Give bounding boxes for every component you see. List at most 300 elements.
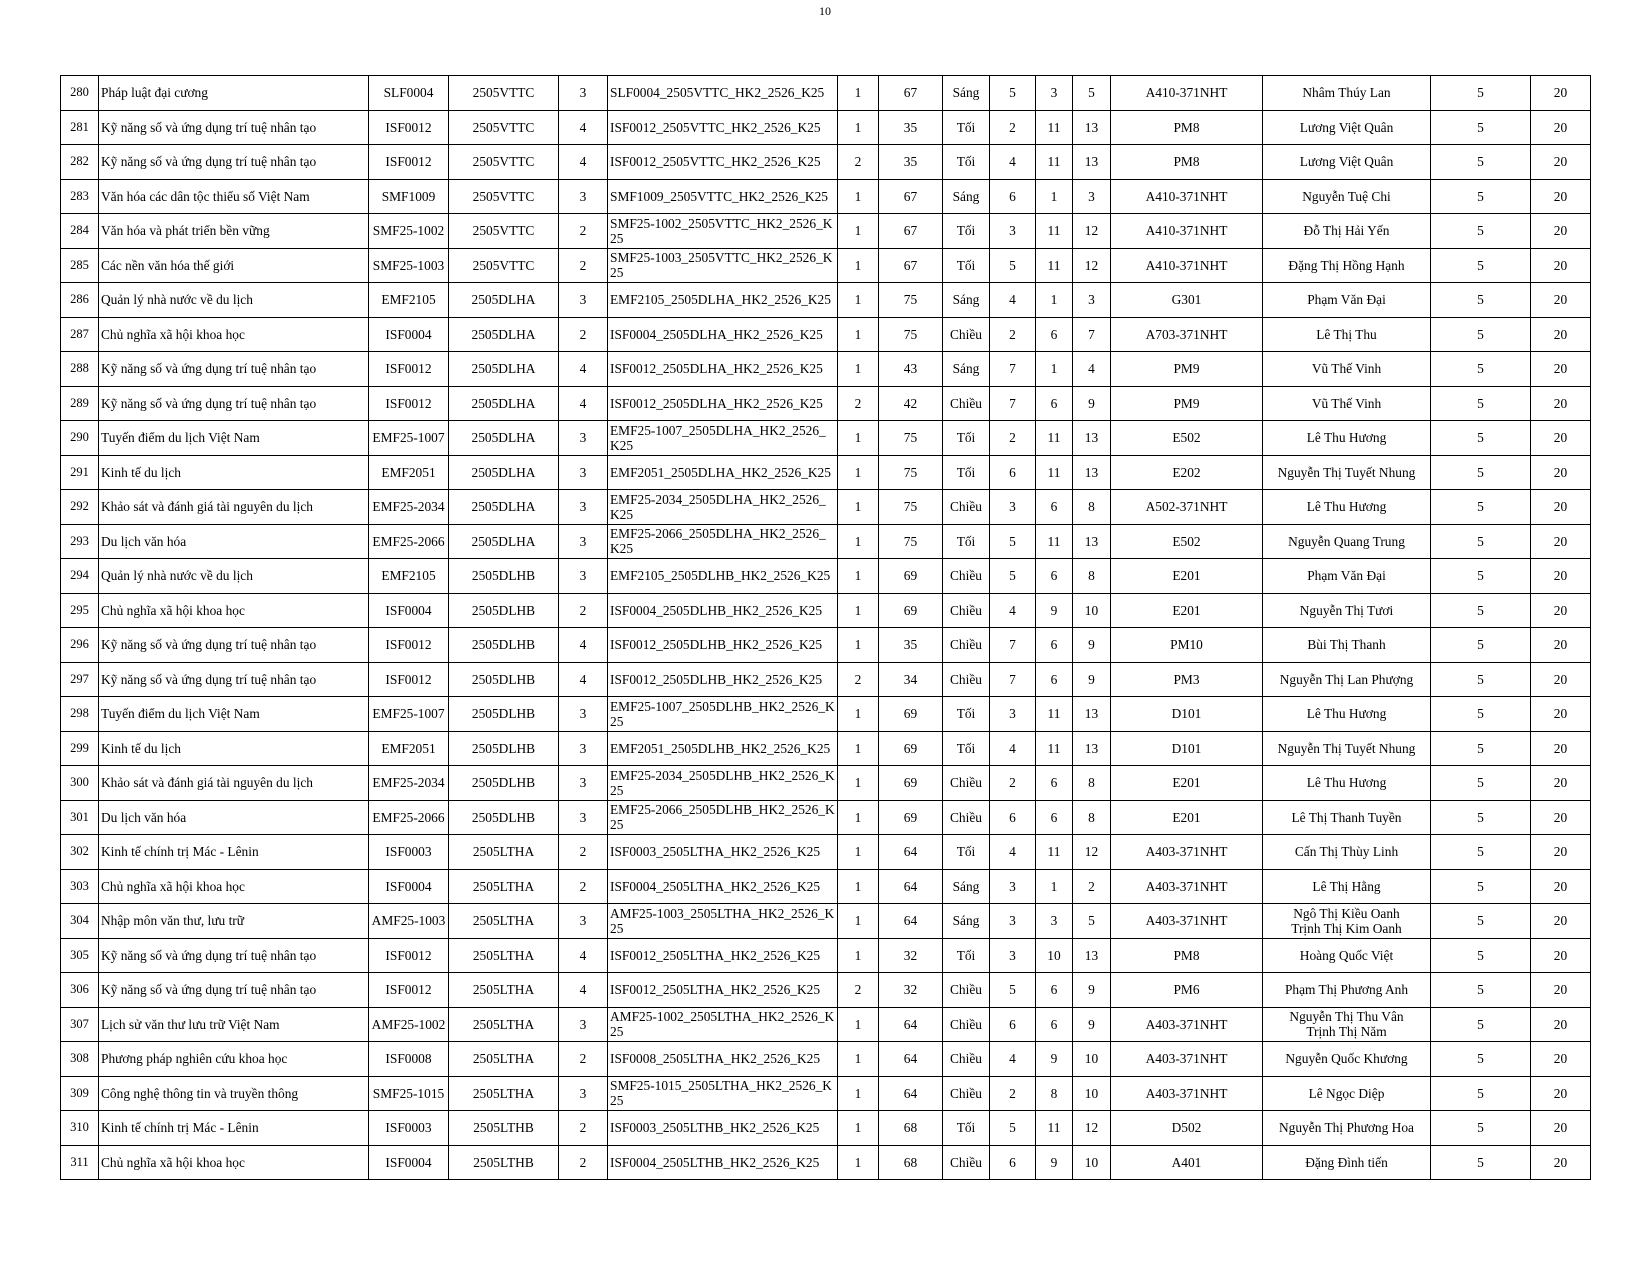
section-cell: 1: [838, 835, 879, 870]
course-name-cell: Lịch sử văn thư lưu trữ Việt Nam: [99, 1007, 369, 1042]
period-start-cell: 11: [1036, 1111, 1073, 1146]
class-code-cell: ISF0012_2505LTHA_HK2_2526_K25: [608, 973, 838, 1008]
schedule-body: [61, 76, 1591, 1180]
class-code-cell: AMF25-1002_2505LTHA_HK2_2526_K25: [608, 1007, 838, 1042]
period-end-cell: 9: [1073, 1007, 1111, 1042]
class-group-cell: 2505DLHB: [449, 766, 559, 801]
period-end-cell: 2: [1073, 869, 1111, 904]
course-name-cell: Kinh tế chính trị Mác - Lênin: [99, 835, 369, 870]
row-number-cell: 299: [61, 731, 99, 766]
session-cell: Chiều: [943, 1145, 990, 1180]
course-name-cell: Kinh tế du lịch: [99, 731, 369, 766]
period-end-cell: 13: [1073, 421, 1111, 456]
period-start-cell: 9: [1036, 1042, 1073, 1077]
room-cell: PM3: [1111, 662, 1263, 697]
class-code-cell: ISF0012_2505DLHA_HK2_2526_K25: [608, 352, 838, 387]
student-count-cell: 35: [879, 145, 943, 180]
row-number-cell: 310: [61, 1111, 99, 1146]
credits-cell: 2: [559, 214, 608, 249]
course-name-cell: Phương pháp nghiên cứu khoa học: [99, 1042, 369, 1077]
lecturer-cell: Đặng Đình tiến: [1263, 1145, 1431, 1180]
student-count-cell: 43: [879, 352, 943, 387]
sessions-count-cell: 20: [1531, 524, 1591, 559]
student-count-cell: 75: [879, 317, 943, 352]
class-group-cell: 2505DLHA: [449, 283, 559, 318]
lecturer-cell: Nguyễn Thị Phương Hoa: [1263, 1111, 1431, 1146]
class-code-cell: EMF25-2034_2505DLHA_HK2_2526_K25: [608, 490, 838, 525]
course-name-cell: Chủ nghĩa xã hội khoa học: [99, 869, 369, 904]
room-cell: A403-371NHT: [1111, 1007, 1263, 1042]
weeks-cell: 5: [1431, 421, 1531, 456]
sessions-count-cell: 20: [1531, 317, 1591, 352]
course-name-cell: Kỹ năng số và ứng dụng trí tuệ nhân tạo: [99, 938, 369, 973]
course-name-cell: Chủ nghĩa xã hội khoa học: [99, 1145, 369, 1180]
sessions-count-cell: 20: [1531, 628, 1591, 663]
weeks-cell: 5: [1431, 593, 1531, 628]
course-code-cell: ISF0004: [369, 1145, 449, 1180]
period-end-cell: 8: [1073, 766, 1111, 801]
class-group-cell: 2505LTHA: [449, 973, 559, 1008]
course-name-cell: Kỹ năng số và ứng dụng trí tuệ nhân tạo: [99, 662, 369, 697]
class-group-cell: 2505DLHA: [449, 490, 559, 525]
student-count-cell: 42: [879, 386, 943, 421]
student-count-cell: 67: [879, 76, 943, 111]
course-code-cell: EMF2051: [369, 731, 449, 766]
row-number-cell: 308: [61, 1042, 99, 1077]
course-name-cell: Kinh tế chính trị Mác - Lênin: [99, 1111, 369, 1146]
weekday-cell: 5: [990, 559, 1036, 594]
table-row: [61, 1145, 1591, 1180]
student-count-cell: 64: [879, 1076, 943, 1111]
weekday-cell: 4: [990, 731, 1036, 766]
section-cell: 1: [838, 179, 879, 214]
section-cell: 1: [838, 490, 879, 525]
weeks-cell: 5: [1431, 1111, 1531, 1146]
course-name-cell: Nhập môn văn thư, lưu trữ: [99, 904, 369, 939]
class-group-cell: 2505LTHA: [449, 1076, 559, 1111]
weeks-cell: 5: [1431, 179, 1531, 214]
section-cell: 1: [838, 421, 879, 456]
period-start-cell: 6: [1036, 662, 1073, 697]
room-cell: A502-371NHT: [1111, 490, 1263, 525]
table-row: [61, 179, 1591, 214]
session-cell: Chiều: [943, 800, 990, 835]
period-start-cell: 8: [1036, 1076, 1073, 1111]
page-number: 10: [819, 4, 831, 18]
weeks-cell: 5: [1431, 248, 1531, 283]
class-group-cell: 2505LTHA: [449, 1042, 559, 1077]
student-count-cell: 69: [879, 593, 943, 628]
room-cell: A403-371NHT: [1111, 1076, 1263, 1111]
session-cell: Sáng: [943, 869, 990, 904]
table-row: [61, 766, 1591, 801]
credits-cell: 4: [559, 352, 608, 387]
course-code-cell: EMF25-2034: [369, 766, 449, 801]
weekday-cell: 7: [990, 352, 1036, 387]
room-cell: A410-371NHT: [1111, 214, 1263, 249]
weeks-cell: 5: [1431, 938, 1531, 973]
weeks-cell: 5: [1431, 455, 1531, 490]
weeks-cell: 5: [1431, 110, 1531, 145]
period-end-cell: 12: [1073, 214, 1111, 249]
credits-cell: 3: [559, 524, 608, 559]
student-count-cell: 75: [879, 283, 943, 318]
table-row: [61, 697, 1591, 732]
session-cell: Chiều: [943, 766, 990, 801]
weeks-cell: 5: [1431, 317, 1531, 352]
class-group-cell: 2505LTHA: [449, 869, 559, 904]
room-cell: E201: [1111, 593, 1263, 628]
row-number-cell: 301: [61, 800, 99, 835]
room-cell: PM10: [1111, 628, 1263, 663]
row-number-cell: 311: [61, 1145, 99, 1180]
course-name-cell: Kỹ năng số và ứng dụng trí tuệ nhân tạo: [99, 145, 369, 180]
session-cell: Chiều: [943, 317, 990, 352]
student-count-cell: 75: [879, 524, 943, 559]
period-end-cell: 12: [1073, 248, 1111, 283]
student-count-cell: 34: [879, 662, 943, 697]
student-count-cell: 32: [879, 938, 943, 973]
period-end-cell: 13: [1073, 524, 1111, 559]
period-end-cell: 8: [1073, 800, 1111, 835]
session-cell: Tối: [943, 1111, 990, 1146]
class-group-cell: 2505LTHA: [449, 938, 559, 973]
student-count-cell: 67: [879, 214, 943, 249]
room-cell: A410-371NHT: [1111, 248, 1263, 283]
period-end-cell: 10: [1073, 593, 1111, 628]
section-cell: 1: [838, 455, 879, 490]
class-group-cell: 2505DLHB: [449, 731, 559, 766]
class-group-cell: 2505DLHB: [449, 662, 559, 697]
credits-cell: 2: [559, 248, 608, 283]
table-row: [61, 248, 1591, 283]
period-end-cell: 10: [1073, 1042, 1111, 1077]
class-code-cell: ISF0008_2505LTHA_HK2_2526_K25: [608, 1042, 838, 1077]
weeks-cell: 5: [1431, 662, 1531, 697]
student-count-cell: 75: [879, 421, 943, 456]
session-cell: Sáng: [943, 352, 990, 387]
period-start-cell: 6: [1036, 386, 1073, 421]
weekday-cell: 2: [990, 317, 1036, 352]
credits-cell: 2: [559, 1145, 608, 1180]
class-group-cell: 2505LTHB: [449, 1145, 559, 1180]
weekday-cell: 2: [990, 110, 1036, 145]
course-name-cell: Du lịch văn hóa: [99, 524, 369, 559]
sessions-count-cell: 20: [1531, 731, 1591, 766]
period-start-cell: 6: [1036, 973, 1073, 1008]
table-row: [61, 524, 1591, 559]
room-cell: A401: [1111, 1145, 1263, 1180]
room-cell: A403-371NHT: [1111, 835, 1263, 870]
credits-cell: 3: [559, 559, 608, 594]
row-number-cell: 293: [61, 524, 99, 559]
session-cell: Chiều: [943, 1076, 990, 1111]
class-group-cell: 2505VTTC: [449, 248, 559, 283]
room-cell: PM8: [1111, 110, 1263, 145]
weeks-cell: 5: [1431, 1042, 1531, 1077]
weekday-cell: 7: [990, 386, 1036, 421]
sessions-count-cell: 20: [1531, 766, 1591, 801]
course-name-cell: Kỹ năng số và ứng dụng trí tuệ nhân tạo: [99, 386, 369, 421]
period-end-cell: 9: [1073, 628, 1111, 663]
class-group-cell: 2505DLHA: [449, 317, 559, 352]
row-number-cell: 292: [61, 490, 99, 525]
course-name-cell: Tuyến điểm du lịch Việt Nam: [99, 697, 369, 732]
table-row: [61, 386, 1591, 421]
section-cell: 1: [838, 1111, 879, 1146]
session-cell: Tối: [943, 145, 990, 180]
student-count-cell: 69: [879, 559, 943, 594]
room-cell: G301: [1111, 283, 1263, 318]
weeks-cell: 5: [1431, 559, 1531, 594]
row-number-cell: 283: [61, 179, 99, 214]
section-cell: 1: [838, 317, 879, 352]
class-code-cell: EMF25-1007_2505DLHA_HK2_2526_K25: [608, 421, 838, 456]
row-number-cell: 297: [61, 662, 99, 697]
class-code-cell: ISF0012_2505LTHA_HK2_2526_K25: [608, 938, 838, 973]
table-row: [61, 938, 1591, 973]
row-number-cell: 296: [61, 628, 99, 663]
section-cell: 1: [838, 1145, 879, 1180]
sessions-count-cell: 20: [1531, 800, 1591, 835]
credits-cell: 3: [559, 1076, 608, 1111]
room-cell: PM9: [1111, 386, 1263, 421]
credits-cell: 3: [559, 731, 608, 766]
period-end-cell: 8: [1073, 490, 1111, 525]
class-group-cell: 2505DLHA: [449, 455, 559, 490]
section-cell: 2: [838, 662, 879, 697]
class-group-cell: 2505DLHA: [449, 524, 559, 559]
lecturer-cell: Lương Việt Quân: [1263, 110, 1431, 145]
table-row: [61, 1076, 1591, 1111]
student-count-cell: 32: [879, 973, 943, 1008]
table-row: [61, 490, 1591, 525]
period-start-cell: 6: [1036, 800, 1073, 835]
sessions-count-cell: 20: [1531, 697, 1591, 732]
student-count-cell: 64: [879, 1042, 943, 1077]
weeks-cell: 5: [1431, 76, 1531, 111]
section-cell: 1: [838, 800, 879, 835]
session-cell: Chiều: [943, 593, 990, 628]
row-number-cell: 295: [61, 593, 99, 628]
session-cell: Sáng: [943, 179, 990, 214]
period-start-cell: 11: [1036, 455, 1073, 490]
course-code-cell: ISF0004: [369, 593, 449, 628]
row-number-cell: 286: [61, 283, 99, 318]
student-count-cell: 75: [879, 455, 943, 490]
period-end-cell: 10: [1073, 1145, 1111, 1180]
period-start-cell: 11: [1036, 524, 1073, 559]
weeks-cell: 5: [1431, 973, 1531, 1008]
section-cell: 1: [838, 766, 879, 801]
section-cell: 1: [838, 938, 879, 973]
room-cell: A410-371NHT: [1111, 179, 1263, 214]
course-code-cell: SMF25-1002: [369, 214, 449, 249]
period-end-cell: 9: [1073, 662, 1111, 697]
credits-cell: 3: [559, 490, 608, 525]
table-row: [61, 835, 1591, 870]
row-number-cell: 284: [61, 214, 99, 249]
sessions-count-cell: 20: [1531, 559, 1591, 594]
table-row: [61, 145, 1591, 180]
course-name-cell: Kỹ năng số và ứng dụng trí tuệ nhân tạo: [99, 628, 369, 663]
period-end-cell: 9: [1073, 386, 1111, 421]
sessions-count-cell: 20: [1531, 248, 1591, 283]
student-count-cell: 64: [879, 1007, 943, 1042]
room-cell: A410-371NHT: [1111, 76, 1263, 111]
period-start-cell: 6: [1036, 490, 1073, 525]
student-count-cell: 67: [879, 179, 943, 214]
section-cell: 1: [838, 731, 879, 766]
weekday-cell: 6: [990, 1145, 1036, 1180]
class-group-cell: 2505LTHB: [449, 1111, 559, 1146]
course-code-cell: ISF0012: [369, 386, 449, 421]
weeks-cell: 5: [1431, 628, 1531, 663]
section-cell: 1: [838, 1042, 879, 1077]
weekday-cell: 4: [990, 145, 1036, 180]
row-number-cell: 303: [61, 869, 99, 904]
period-end-cell: 5: [1073, 76, 1111, 111]
lecturer-cell: Phạm Văn Đại: [1263, 283, 1431, 318]
weekday-cell: 7: [990, 662, 1036, 697]
session-cell: Tối: [943, 421, 990, 456]
table-row: [61, 76, 1591, 111]
class-code-cell: EMF25-2066_2505DLHB_HK2_2526_K25: [608, 800, 838, 835]
lecturer-cell: Lê Thu Hương: [1263, 490, 1431, 525]
period-end-cell: 9: [1073, 973, 1111, 1008]
weeks-cell: 5: [1431, 214, 1531, 249]
room-cell: PM8: [1111, 145, 1263, 180]
room-cell: PM8: [1111, 938, 1263, 973]
class-code-cell: EMF25-2034_2505DLHB_HK2_2526_K25: [608, 766, 838, 801]
sessions-count-cell: 20: [1531, 662, 1591, 697]
sessions-count-cell: 20: [1531, 593, 1591, 628]
weekday-cell: 3: [990, 869, 1036, 904]
weekday-cell: 5: [990, 248, 1036, 283]
course-code-cell: EMF25-1007: [369, 421, 449, 456]
section-cell: 1: [838, 1076, 879, 1111]
table-row: [61, 628, 1591, 663]
course-code-cell: EMF2105: [369, 559, 449, 594]
table-row: [61, 110, 1591, 145]
weekday-cell: 5: [990, 973, 1036, 1008]
weeks-cell: 5: [1431, 835, 1531, 870]
sessions-count-cell: 20: [1531, 973, 1591, 1008]
student-count-cell: 75: [879, 490, 943, 525]
session-cell: Tối: [943, 110, 990, 145]
course-name-cell: Khảo sát và đánh giá tài nguyên du lịch: [99, 766, 369, 801]
course-name-cell: Chủ nghĩa xã hội khoa học: [99, 317, 369, 352]
course-code-cell: EMF25-1007: [369, 697, 449, 732]
course-code-cell: EMF25-2066: [369, 800, 449, 835]
lecturer-cell: Cấn Thị Thùy Linh: [1263, 835, 1431, 870]
period-start-cell: 11: [1036, 248, 1073, 283]
course-name-cell: Kinh tế du lịch: [99, 455, 369, 490]
lecturer-cell: Đỗ Thị Hải Yến: [1263, 214, 1431, 249]
course-code-cell: EMF2051: [369, 455, 449, 490]
room-cell: E201: [1111, 766, 1263, 801]
session-cell: Tối: [943, 697, 990, 732]
lecturer-cell: Nguyễn Thị Lan Phượng: [1263, 662, 1431, 697]
section-cell: 2: [838, 386, 879, 421]
credits-cell: 3: [559, 904, 608, 939]
course-name-cell: Quản lý nhà nước về du lịch: [99, 283, 369, 318]
class-group-cell: 2505DLHA: [449, 352, 559, 387]
class-code-cell: ISF0012_2505DLHB_HK2_2526_K25: [608, 628, 838, 663]
weekday-cell: 4: [990, 283, 1036, 318]
weeks-cell: 5: [1431, 766, 1531, 801]
weekday-cell: 3: [990, 938, 1036, 973]
course-code-cell: ISF0012: [369, 938, 449, 973]
class-code-cell: EMF2051_2505DLHB_HK2_2526_K25: [608, 731, 838, 766]
period-end-cell: 13: [1073, 938, 1111, 973]
period-end-cell: 10: [1073, 1076, 1111, 1111]
sessions-count-cell: 20: [1531, 904, 1591, 939]
period-start-cell: 11: [1036, 697, 1073, 732]
class-code-cell: ISF0004_2505LTHB_HK2_2526_K25: [608, 1145, 838, 1180]
course-schedule-table: [60, 75, 1591, 1180]
student-count-cell: 69: [879, 800, 943, 835]
weekday-cell: 6: [990, 800, 1036, 835]
course-code-cell: ISF0012: [369, 662, 449, 697]
period-end-cell: 13: [1073, 731, 1111, 766]
section-cell: 1: [838, 1007, 879, 1042]
period-start-cell: 1: [1036, 179, 1073, 214]
weekday-cell: 5: [990, 76, 1036, 111]
table-row: [61, 455, 1591, 490]
row-number-cell: 291: [61, 455, 99, 490]
course-name-cell: Chủ nghĩa xã hội khoa học: [99, 593, 369, 628]
course-name-cell: Kỹ năng số và ứng dụng trí tuệ nhân tạo: [99, 352, 369, 387]
class-code-cell: ISF0003_2505LTHB_HK2_2526_K25: [608, 1111, 838, 1146]
weekday-cell: 5: [990, 524, 1036, 559]
student-count-cell: 68: [879, 1145, 943, 1180]
lecturer-cell: Vũ Thế Vinh: [1263, 386, 1431, 421]
credits-cell: 4: [559, 145, 608, 180]
course-name-cell: Khảo sát và đánh giá tài nguyên du lịch: [99, 490, 369, 525]
credits-cell: 3: [559, 283, 608, 318]
period-start-cell: 11: [1036, 214, 1073, 249]
period-start-cell: 10: [1036, 938, 1073, 973]
row-number-cell: 290: [61, 421, 99, 456]
sessions-count-cell: 20: [1531, 76, 1591, 111]
room-cell: D101: [1111, 697, 1263, 732]
credits-cell: 2: [559, 1111, 608, 1146]
credits-cell: 4: [559, 628, 608, 663]
class-code-cell: EMF25-2066_2505DLHA_HK2_2526_K25: [608, 524, 838, 559]
credits-cell: 3: [559, 76, 608, 111]
class-group-cell: 2505DLHB: [449, 800, 559, 835]
lecturer-cell: Nguyễn Thị Tuyết Nhung: [1263, 731, 1431, 766]
course-name-cell: Văn hóa và phát triển bền vững: [99, 214, 369, 249]
sessions-count-cell: 20: [1531, 352, 1591, 387]
credits-cell: 4: [559, 386, 608, 421]
class-code-cell: ISF0004_2505LTHA_HK2_2526_K25: [608, 869, 838, 904]
class-code-cell: ISF0004_2505DLHB_HK2_2526_K25: [608, 593, 838, 628]
period-start-cell: 11: [1036, 421, 1073, 456]
period-start-cell: 6: [1036, 559, 1073, 594]
sessions-count-cell: 20: [1531, 179, 1591, 214]
room-cell: PM9: [1111, 352, 1263, 387]
period-end-cell: 12: [1073, 1111, 1111, 1146]
student-count-cell: 67: [879, 248, 943, 283]
session-cell: Chiều: [943, 1042, 990, 1077]
student-count-cell: 64: [879, 904, 943, 939]
weeks-cell: 5: [1431, 800, 1531, 835]
section-cell: 2: [838, 145, 879, 180]
session-cell: Chiều: [943, 559, 990, 594]
class-group-cell: 2505VTTC: [449, 145, 559, 180]
